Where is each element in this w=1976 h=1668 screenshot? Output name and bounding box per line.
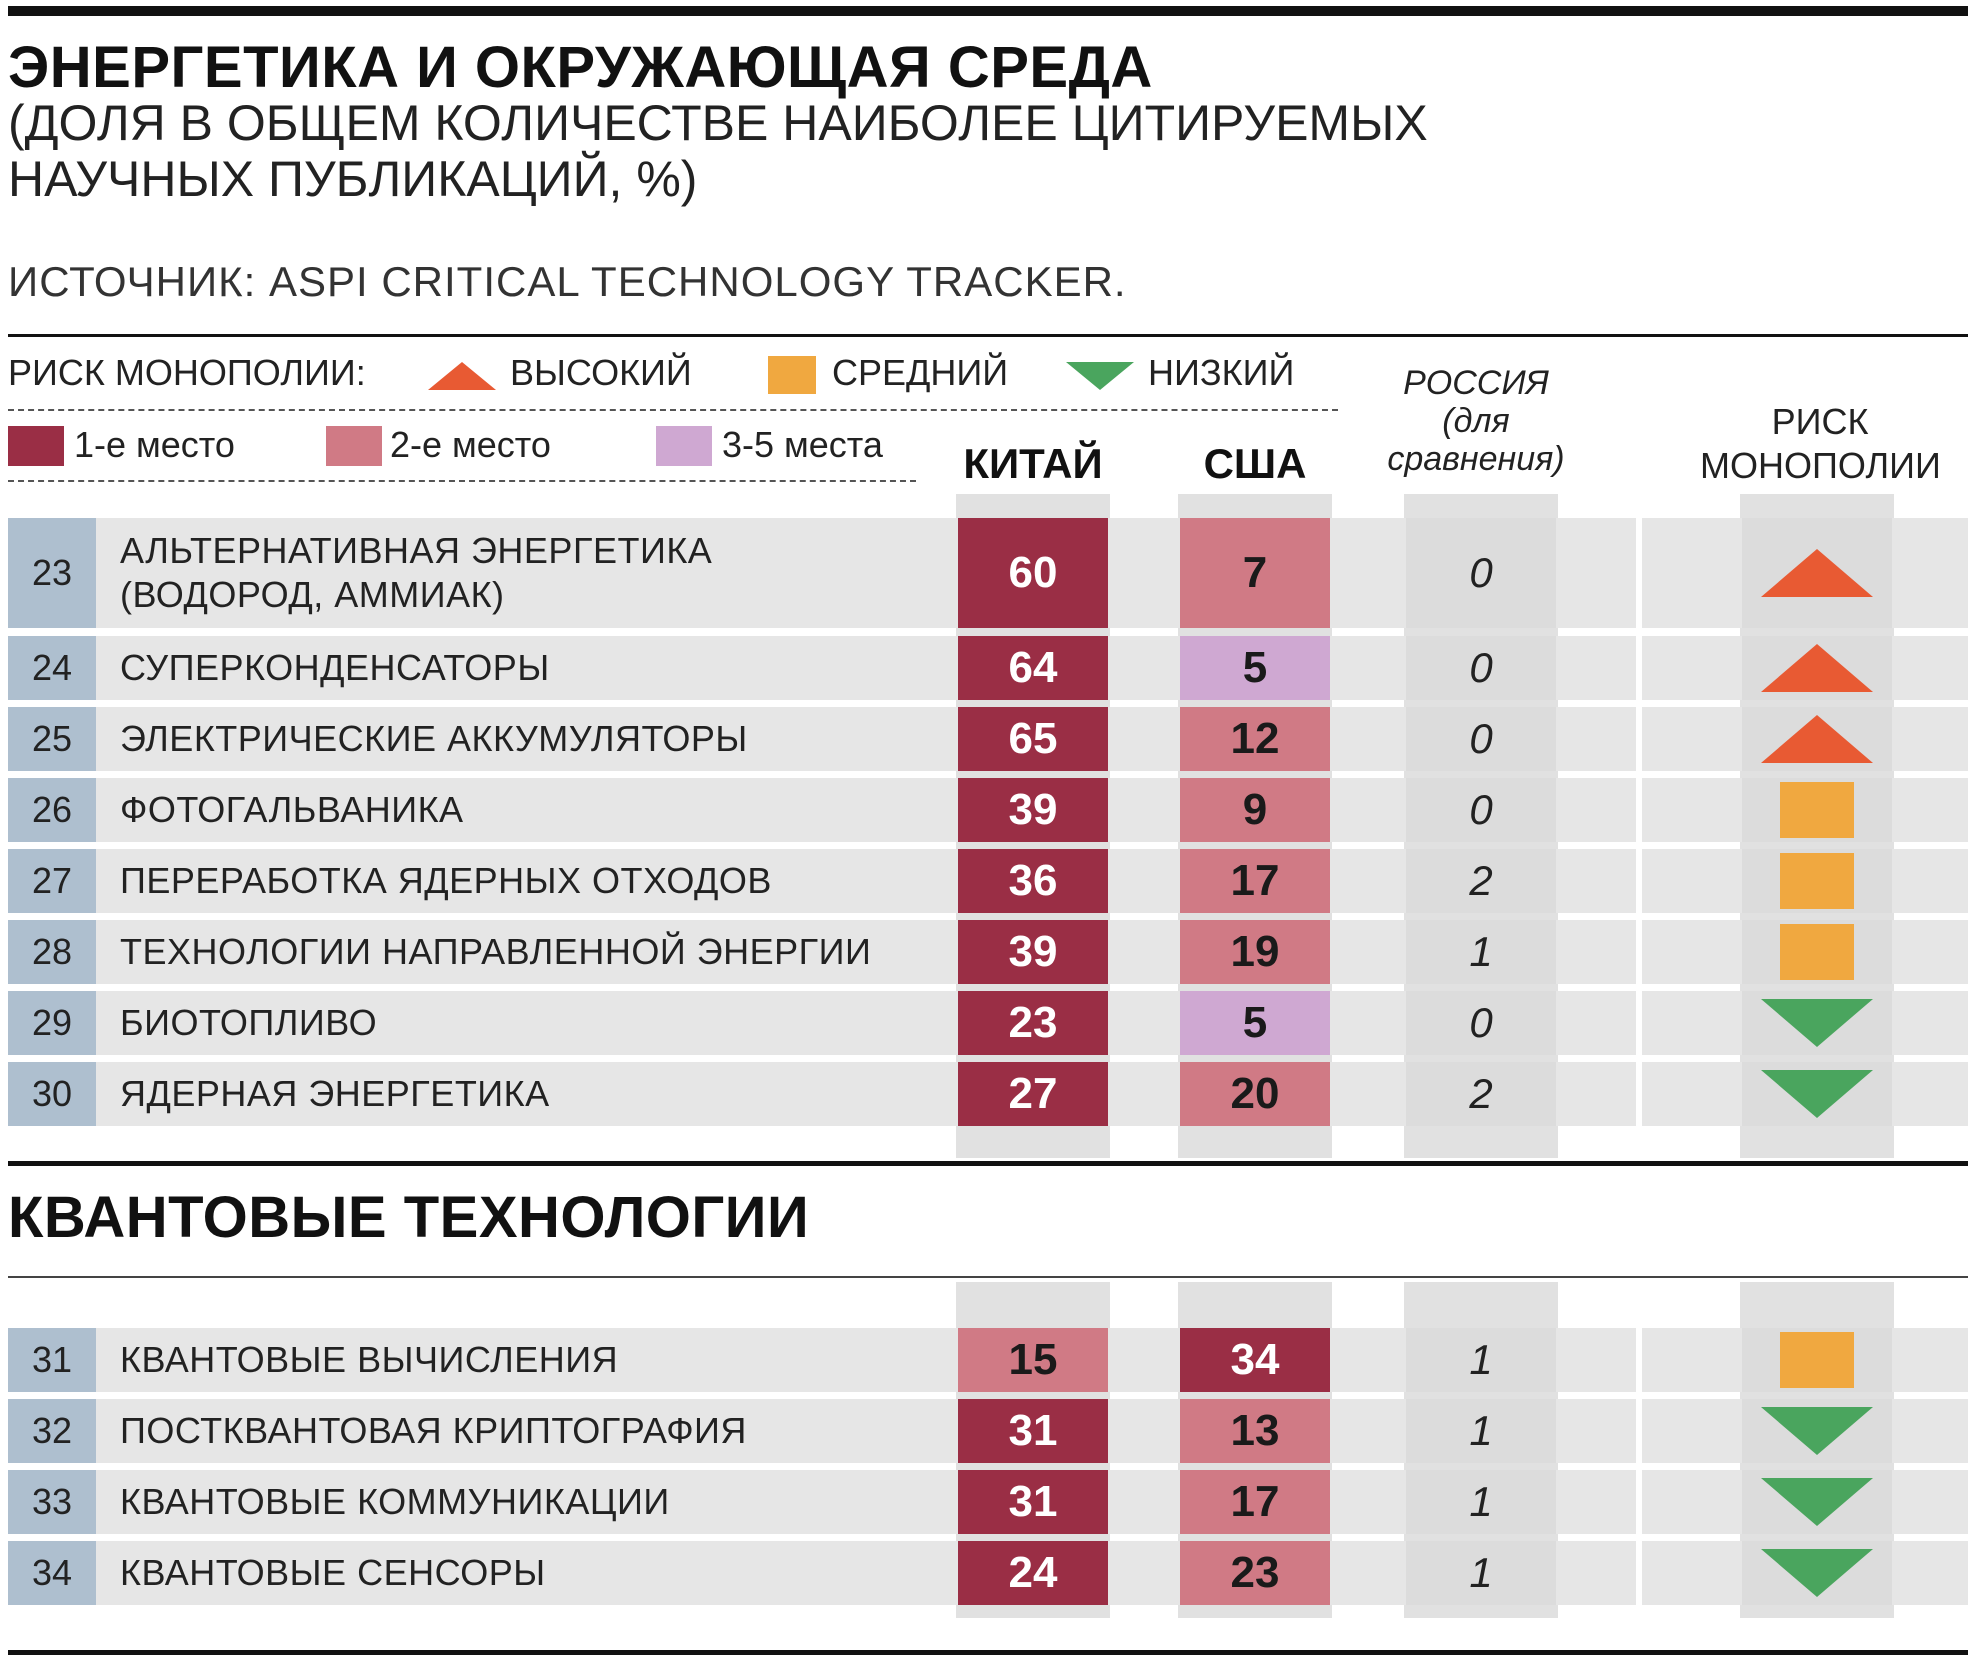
risk-medium-icon [1780,1332,1854,1388]
risk-label-2: МОНОПОЛИИ [1700,445,1941,486]
row-separator [1636,518,1642,628]
legend-risk-label: РИСК МОНОПОЛИИ: [8,352,366,393]
risk-cell [1742,1470,1892,1534]
row-separator [1636,849,1642,913]
technology-name [120,1551,546,1595]
russia-value: 2 [1406,849,1556,913]
risk-label-1: РИСК [1771,401,1869,442]
china-value: 24 [958,1541,1108,1605]
technology-name [120,930,871,974]
column-header-usa: США [1203,440,1307,487]
china-value: 65 [958,707,1108,771]
row-separator [1636,991,1642,1055]
technology-name-line: ПОСТКВАНТОВАЯ КРИПТОГРАФИЯ [120,1410,747,1451]
legend-place35-label: 3-5 места [722,424,883,465]
technology-name-line: КВАНТОВЫЕ ВЫЧИСЛЕНИЯ [120,1339,619,1380]
russia-value: 0 [1406,636,1556,700]
section-divider [8,1161,1968,1166]
page-title: ЭНЕРГЕТИКА И ОКРУЖАЮЩАЯ СРЕДА [8,35,1153,100]
technology-name-line: АЛЬТЕРНАТИВНАЯ ЭНЕРГЕТИКА [120,530,713,571]
technology-name-line: ПЕРЕРАБОТКА ЯДЕРНЫХ ОТХОДОВ [120,860,772,901]
top-rule [8,6,1968,16]
row-number: 31 [8,1328,96,1392]
risk-high-icon [1761,549,1873,597]
column-header-risk [1700,400,1940,488]
china-value: 64 [958,636,1108,700]
risk-cell [1742,849,1892,913]
legend-medium-label: СРЕДНИЙ [832,352,1009,393]
china-value: 31 [958,1470,1108,1534]
technology-name [120,717,748,761]
technology-name [120,1409,747,1453]
risk-medium-icon [1780,924,1854,980]
legend-high-label: ВЫСОКИЙ [510,352,692,393]
risk-cell [1742,991,1892,1055]
row-separator [1636,1399,1642,1463]
china-value: 31 [958,1399,1108,1463]
technology-name [120,1001,377,1045]
row-separator [1636,1062,1642,1126]
risk-low-icon [1761,999,1873,1047]
legend-place2-swatch [326,426,382,466]
china-value: 60 [958,518,1108,628]
technology-name [120,859,772,903]
risk-high-icon [1761,644,1873,692]
column-header-china: КИТАЙ [963,440,1103,487]
technology-name-line: ТЕХНОЛОГИИ НАПРАВЛЕННОЙ ЭНЕРГИИ [120,931,872,972]
china-value: 39 [958,920,1108,984]
legend-place2-label: 2-е место [390,424,551,465]
risk-medium-icon [1780,782,1854,838]
usa-value: 12 [1180,707,1330,771]
bottom-rule [8,1650,1968,1655]
russia-value: 2 [1406,1062,1556,1126]
russia-value: 1 [1406,1541,1556,1605]
row-separator [1636,1470,1642,1534]
usa-value: 19 [1180,920,1330,984]
technology-name-line: ЯДЕРНАЯ ЭНЕРГЕТИКА [120,1073,550,1114]
usa-value: 17 [1180,849,1330,913]
risk-cell [1742,778,1892,842]
risk-cell [1742,707,1892,771]
russia-note-1: (для [1442,402,1510,440]
row-separator [1636,778,1642,842]
technology-name [120,1338,618,1382]
china-value: 15 [958,1328,1108,1392]
technology-name-line: (ВОДОРОД, АММИАК) [120,574,505,615]
column-header-russia [1386,364,1566,478]
risk-cell [1742,920,1892,984]
russia-value: 0 [1406,778,1556,842]
technology-name-line: ЭЛЕКТРИЧЕСКИЕ АККУМУЛЯТОРЫ [120,718,748,759]
technology-name [120,788,464,832]
risk-cell [1742,1328,1892,1392]
risk-medium-icon [1780,853,1854,909]
technology-name-line: БИОТОПЛИВО [120,1002,378,1043]
china-value: 27 [958,1062,1108,1126]
row-number: 34 [8,1541,96,1605]
usa-value: 13 [1180,1399,1330,1463]
russia-value: 0 [1406,707,1556,771]
section2-rule [8,1276,1968,1278]
legend-divider-1 [8,409,1338,411]
risk-cell [1742,1062,1892,1126]
risk-low-icon [1761,1070,1873,1118]
risk-cell [1742,518,1892,628]
row-separator [1636,707,1642,771]
russia-value: 1 [1406,920,1556,984]
risk-low-icon [1761,1478,1873,1526]
row-number: 27 [8,849,96,913]
china-value: 39 [958,778,1108,842]
technology-name [120,1480,670,1524]
header-rule [8,334,1968,337]
legend-low-icon [1066,362,1134,390]
usa-value: 20 [1180,1062,1330,1126]
usa-value: 9 [1180,778,1330,842]
source-note: ИСТОЧНИК: ASPI CRITICAL TECHNOLOGY TRACKER. [8,258,1127,305]
technology-name [120,1072,550,1116]
row-number: 24 [8,636,96,700]
usa-value: 5 [1180,991,1330,1055]
usa-value: 34 [1180,1328,1330,1392]
legend-divider-2 [8,480,916,482]
russia-value: 0 [1406,518,1556,628]
risk-cell [1742,636,1892,700]
china-value: 23 [958,991,1108,1055]
row-number: 23 [8,518,96,628]
russia-value: 1 [1406,1328,1556,1392]
technology-name-line: ФОТОГАЛЬВАНИКА [120,789,464,830]
legend-high-icon [428,362,496,390]
risk-low-icon [1761,1549,1873,1597]
row-number: 26 [8,778,96,842]
technology-name [120,529,712,617]
russia-note-2: сравнения) [1387,440,1565,478]
china-value: 36 [958,849,1108,913]
risk-cell [1742,1541,1892,1605]
technology-name-line: КВАНТОВЫЕ СЕНСОРЫ [120,1552,546,1593]
row-number: 25 [8,707,96,771]
usa-value: 5 [1180,636,1330,700]
russia-value: 1 [1406,1399,1556,1463]
usa-value: 23 [1180,1541,1330,1605]
legend-place1-swatch [8,426,64,466]
usa-value: 7 [1180,518,1330,628]
risk-low-icon [1761,1407,1873,1455]
russia-value: 0 [1406,991,1556,1055]
technology-name-line: СУПЕРКОНДЕНСАТОРЫ [120,647,550,688]
row-separator [1636,636,1642,700]
technology-name [120,646,550,690]
row-number: 29 [8,991,96,1055]
subtitle-line2: НАУЧНЫХ ПУБЛИКАЦИЙ, %) [8,151,698,207]
legend-place35-swatch [656,426,712,466]
row-number: 28 [8,920,96,984]
row-number: 33 [8,1470,96,1534]
risk-high-icon [1761,715,1873,763]
row-number: 32 [8,1399,96,1463]
russia-value: 1 [1406,1470,1556,1534]
legend-place1-label: 1-е место [74,424,235,465]
row-number: 30 [8,1062,96,1126]
row-separator [1636,1328,1642,1392]
section2-title: КВАНТОВЫЕ ТЕХНОЛОГИИ [8,1185,810,1250]
legend-low-label: НИЗКИЙ [1148,352,1295,393]
legend-medium-icon [768,356,816,394]
technology-name-line: КВАНТОВЫЕ КОММУНИКАЦИИ [120,1481,670,1522]
row-separator [1636,920,1642,984]
russia-label: РОССИЯ [1403,364,1549,402]
risk-cell [1742,1399,1892,1463]
usa-value: 17 [1180,1470,1330,1534]
row-separator [1636,1541,1642,1605]
subtitle-line1: (ДОЛЯ В ОБЩЕМ КОЛИЧЕСТВЕ НАИБОЛЕЕ ЦИТИРУЕМЫХ [8,95,1428,151]
